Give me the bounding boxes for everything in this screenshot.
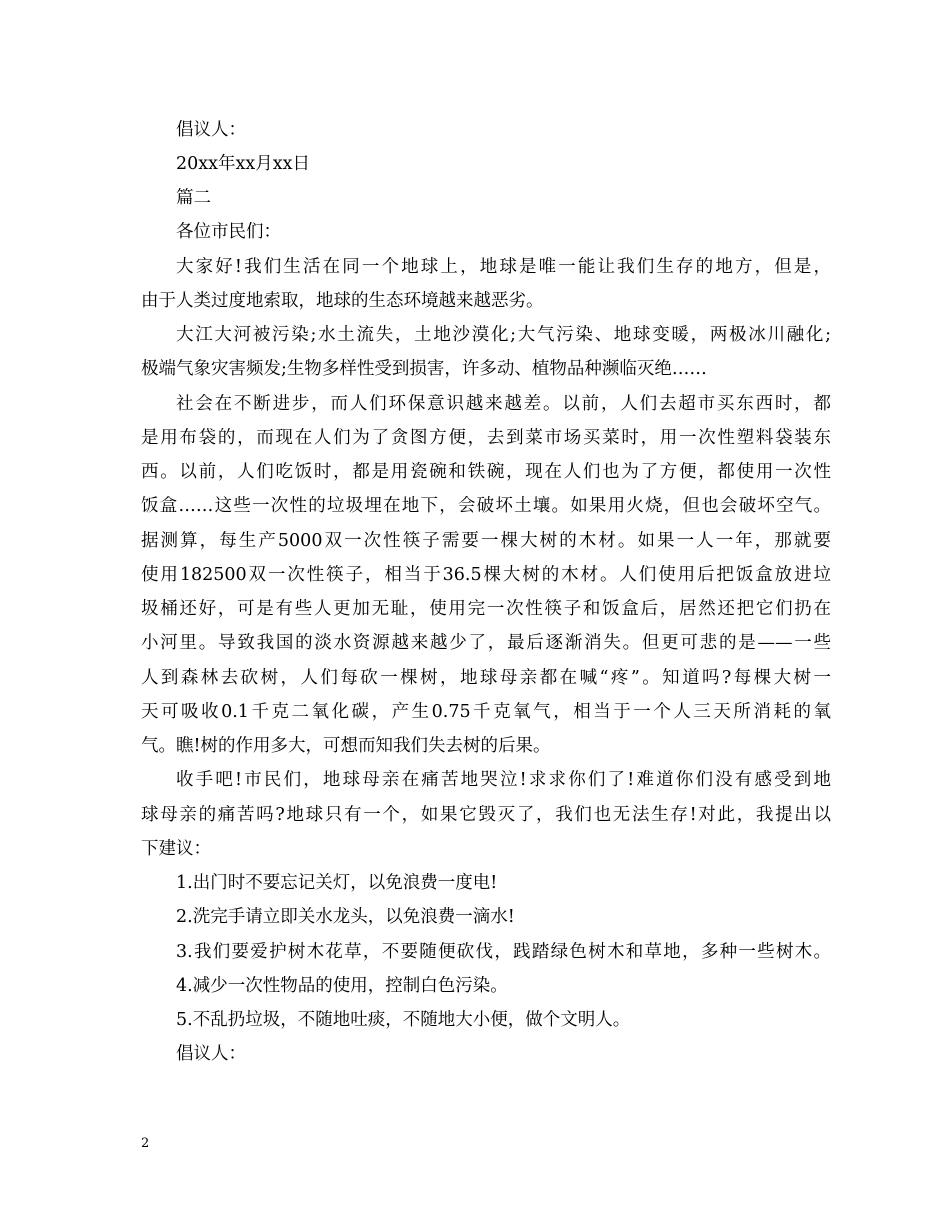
suggestion-item: 5.不乱扔垃圾，不随地吐痰，不随地大小便，做个文明人。 bbox=[176, 1010, 631, 1030]
paragraph-line: 天可吸收0.1千克二氧化碳，产生0.75千克氧气，相当于一个人三天所消耗的氧 bbox=[141, 702, 831, 722]
paragraph-line: 由于人类过度地索取，地球的生态环境越来越恶劣。 bbox=[141, 291, 544, 311]
suggestion-item: 2.洗完手请立即关水龙头，以免浪费一滴水! bbox=[176, 907, 515, 927]
paragraph-line: 人到森林去砍树，人们每砍一棵树，地球母亲都在喊“疼”。知道吗?每棵大树一 bbox=[141, 668, 831, 688]
salutation: 各位市民们： bbox=[176, 222, 281, 242]
paragraph-line: 极端气象灾害频发;生物多样性受到损害，许多动、植物品种濒临灭绝…… bbox=[141, 359, 707, 379]
suggestion-item: 4.减少一次性物品的使用，控制白色污染。 bbox=[176, 976, 508, 996]
paragraph-line: 球母亲的痛苦吗?地球只有一个，如果它毁灭了，我们也无法生存!对此，我提出以 bbox=[141, 805, 831, 825]
signature-label: 倡议人： bbox=[176, 120, 246, 140]
paragraph-line: 大江大河被污染;水土流失，土地沙漠化;大气污染、地球变暖，两极冰川融化; bbox=[176, 325, 831, 345]
paragraph-line: 下建议： bbox=[141, 839, 211, 859]
date-line: 20xx年xx月xx日 bbox=[176, 154, 310, 174]
paragraph-line: 是用布袋的，而现在人们为了贪图方便，去到菜市场买菜时，用一次性塑料袋装东 bbox=[141, 428, 831, 448]
paragraph-line: 使用182500双一次性筷子，相当于36.5棵大树的木材。人们使用后把饭盒放进垃 bbox=[141, 565, 831, 585]
paragraph-line: 饭盒……这些一次性的垃圾埋在地下，会破坏土壤。如果用火烧，但也会破坏空气。 bbox=[141, 496, 831, 516]
page-number: 2 bbox=[141, 1136, 150, 1151]
paragraph-line: 西。以前，人们吃饭时，都是用瓷碗和铁碗，现在人们也为了方便，都使用一次性 bbox=[141, 462, 831, 482]
section-heading: 篇二 bbox=[176, 188, 211, 208]
paragraph-line: 社会在不断进步，而人们环保意识越来越差。以前，人们去超市买东西时，都 bbox=[176, 394, 831, 414]
paragraph-line: 收手吧!市民们，地球母亲在痛苦地哭泣!求求你们了!难道你们没有感受到地 bbox=[176, 770, 831, 790]
paragraph-line: 圾桶还好，可是有些人更加无耻，使用完一次性筷子和饭盒后，居然还把它们扔在 bbox=[141, 599, 831, 619]
paragraph-line: 据测算，每生产5000双一次性筷子需要一棵大树的木材。如果一人一年，那就要 bbox=[141, 531, 831, 551]
suggestion-item: 3.我们要爱护树木花草，不要随便砍伐，践踏绿色树木和草地，多种一些树木。 bbox=[176, 942, 831, 962]
signature-label: 倡议人： bbox=[176, 1044, 246, 1064]
suggestion-item: 1.出门时不要忘记关灯，以免浪费一度电! bbox=[176, 873, 498, 893]
paragraph-line: 小河里。导致我国的淡水资源越来越少了，最后逐渐消失。但更可悲的是——一些 bbox=[141, 633, 831, 653]
paragraph-line: 大家好!我们生活在同一个地球上，地球是唯一能让我们生存的地方，但是， bbox=[176, 257, 831, 277]
paragraph-line: 气。瞧!树的作用多大，可想而知我们失去树的后果。 bbox=[141, 736, 551, 756]
